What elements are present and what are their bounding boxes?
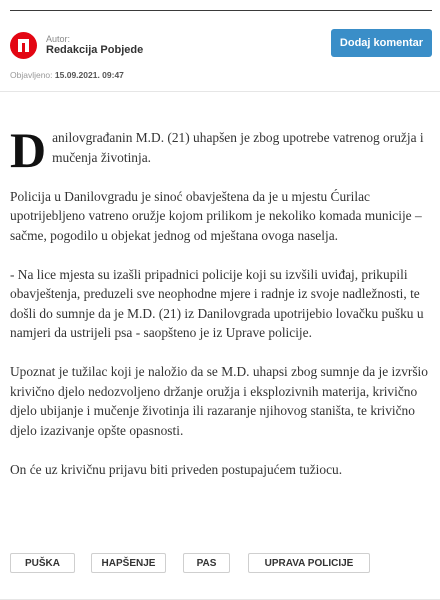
published-label: Objavljeno: (10, 70, 53, 80)
author-info (46, 34, 143, 57)
article-paragraph: On će uz krivičnu prijavu biti priveden postupajućem tužiocu. (10, 461, 343, 477)
article-paragraph: - Na lice mjesta su izašli pripadnici policije koji su izvšili uviđaj, prikupili obavještenja, preduzeli sve neophodne mjere i radnje iz svoje nadležnosti, te došli do sumnje da je M.D. (21) iz Danilovgrada upotrijebio lovačku pušku u namjeri da ustrijeli psa - saopšteno je iz Uprave policije. (10, 266, 424, 340)
tag-hapsenje[interactable]: HAPŠENJE (91, 553, 166, 573)
header-divider (0, 91, 440, 92)
add-comment-button[interactable]: Dodaj komentar (331, 29, 432, 57)
published-info (10, 70, 124, 80)
author-label: Autor: (46, 33, 71, 44)
article-paragraph: Policija u Danilovgradu je sinoć obavještena da je u mjestu Ćurilac upotrijebljeno vatreno oružje kojom prilikom je nekoliko komada municije – sačme, pogodilo u objekat jednog od mještana ovoga naselja. (10, 188, 422, 243)
author-name[interactable]: Redakcija Pobjede (46, 43, 144, 56)
published-date: 15.09.2021. 09:47 (54, 70, 124, 80)
tag-uprava-policije[interactable]: UPRAVA POLICIJE (248, 553, 370, 573)
pobjeda-logo (10, 32, 37, 59)
top-divider (10, 10, 432, 11)
tag-puska[interactable]: PUŠKA (10, 553, 75, 573)
tag-pas[interactable]: PAS (183, 553, 230, 573)
tag-list (10, 553, 370, 573)
author-block (10, 31, 143, 59)
dropcap: D (10, 122, 47, 178)
article-paragraph-lead (10, 122, 428, 178)
article-paragraph: Upoznat je tužilac koji je naložio da se M.D. uhapsi zbog sumnje da je izvršio krivično djelo nedozvoljeno držanje oružja i eksplozivnih materija, krivično djelo ubijanje i mučenje životinja ili razaranje njihovog staništa, te krivično djelo izazivanje opšte opasnosti. (10, 364, 428, 438)
lead-text: anilovgrađanin M.D. (21) uhapšen je zbog upotrebe vatrenog oružja i mučenja životinja. (52, 130, 424, 165)
article-body (10, 122, 428, 499)
